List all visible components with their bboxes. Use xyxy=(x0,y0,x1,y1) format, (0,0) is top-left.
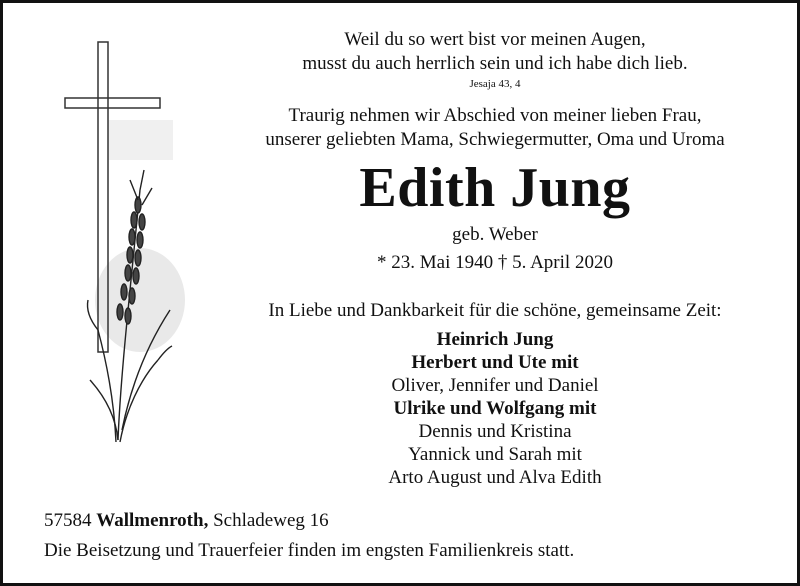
family-member: Ulrike und Wolfgang mit xyxy=(393,398,597,419)
cross-shadow xyxy=(108,120,173,160)
address-zip: 57584 xyxy=(44,510,92,531)
family-member: Dennis und Kristina xyxy=(418,421,572,442)
intro-text xyxy=(230,104,760,152)
intro-line-2: unserer geliebten Mama, Schwiegermutter, Oma und Uroma xyxy=(265,129,725,150)
verse-reference: Jesaja 43, 4 xyxy=(469,78,521,90)
family-list xyxy=(230,328,760,489)
family-member: Oliver, Jennifer und Daniel xyxy=(391,375,599,396)
intro-line-1: Traurig nehmen wir Abschied von meiner lieben Frau, xyxy=(288,105,702,126)
verse-line-2: musst du auch herrlich sein und ich habe dich lieb. xyxy=(302,53,688,74)
thanks-line: In Liebe und Dankbarkeit für die schöne, gemeinsame Zeit: xyxy=(268,300,722,321)
family-member: Yannick und Sarah mit xyxy=(408,444,582,465)
verse-line-1: Weil du so wert bist vor meinen Augen, xyxy=(344,29,646,50)
cross-wheat-illustration xyxy=(60,30,200,450)
address-line xyxy=(44,510,329,532)
family-member: Herbert und Ute mit xyxy=(411,352,579,373)
bible-verse xyxy=(230,28,760,76)
born-name: geb. Weber xyxy=(452,224,538,245)
address-street: Schladeweg 16 xyxy=(213,510,329,531)
life-dates: * 23. Mai 1940 † 5. April 2020 xyxy=(377,252,613,273)
address-town: Wallmenroth, xyxy=(96,510,209,531)
family-member: Heinrich Jung xyxy=(436,329,554,350)
family-member: Arto August und Alva Edith xyxy=(388,467,602,488)
funeral-note: Die Beisetzung und Trauerfeier finden im engsten Familienkreis statt. xyxy=(44,540,575,561)
deceased-name: Edith Jung xyxy=(359,157,631,219)
